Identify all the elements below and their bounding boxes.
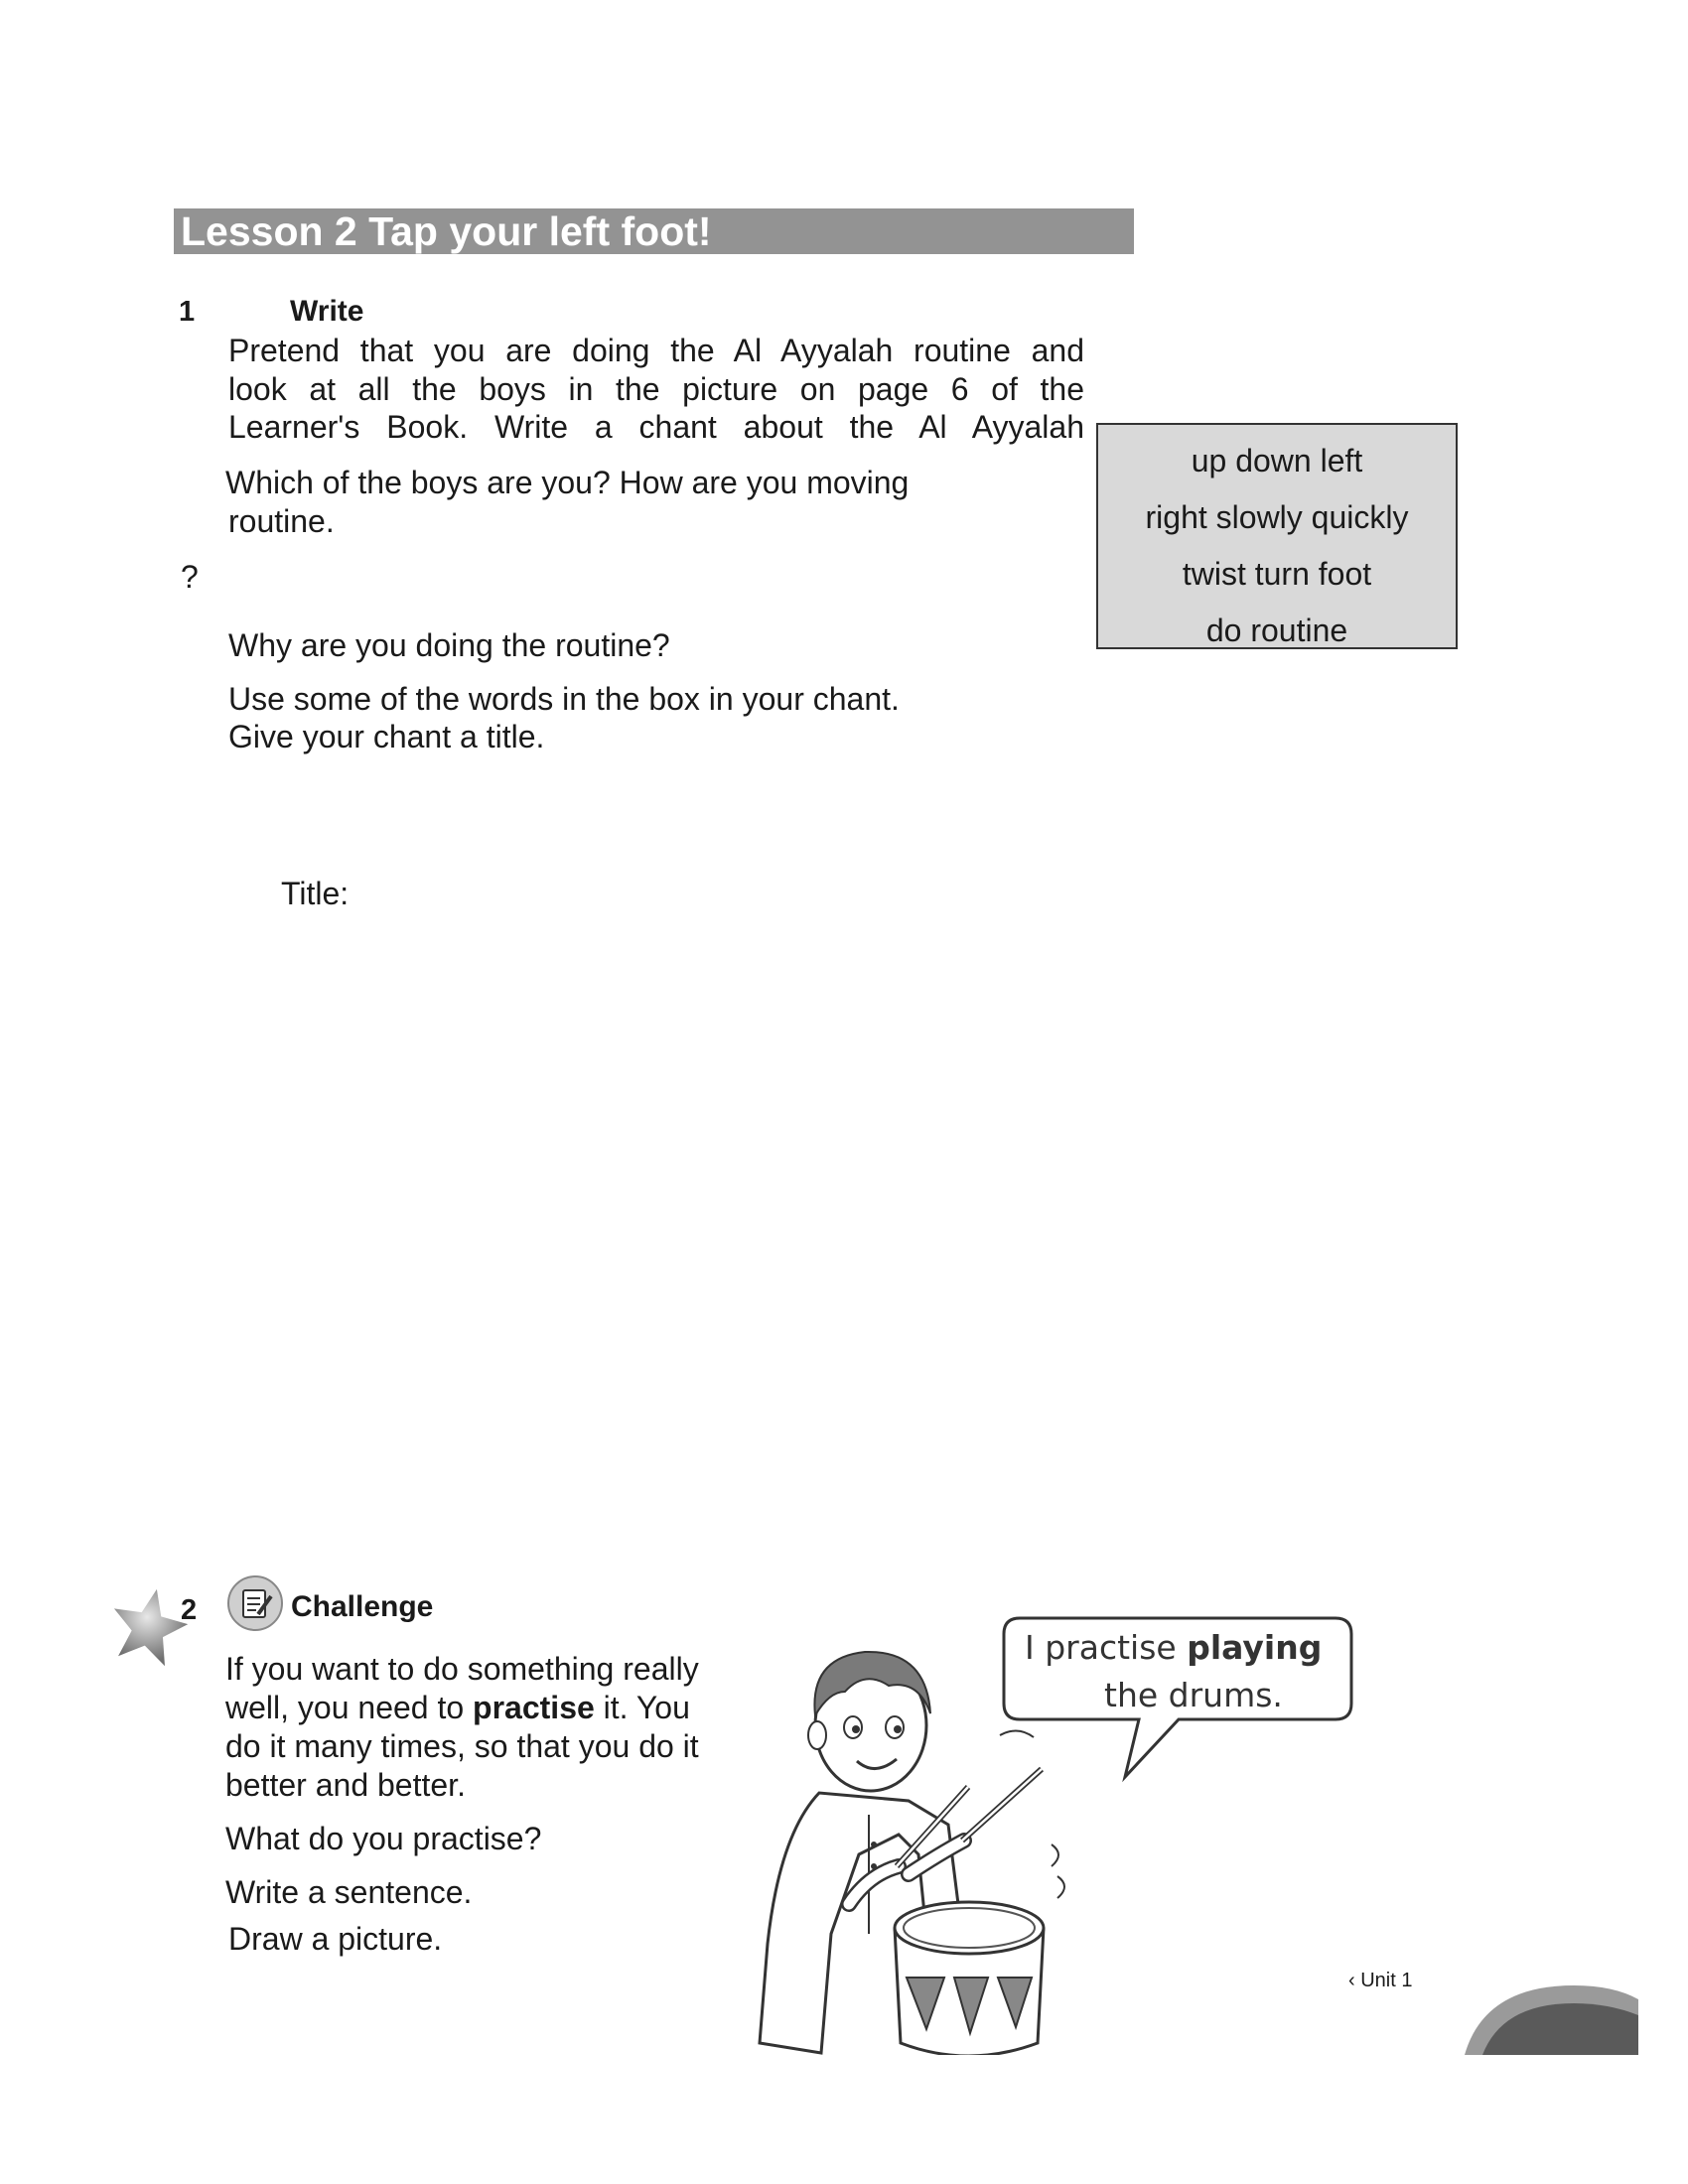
instruction-use-words: Use some of the words in the box in your chant. (228, 681, 900, 717)
word-box-line: right slowly quickly (1145, 499, 1409, 535)
challenge-text-line: do it many times, so that you do it (225, 1728, 699, 1764)
exercise-1-paragraph-line: Pretend that you are doing the Al Ayyalah routine and (228, 333, 1084, 368)
exercise-2-number: 2 (181, 1594, 198, 1626)
playing-bold: playing (1187, 1628, 1323, 1667)
notebook-pencil-icon (226, 1574, 284, 1632)
title-label: Title: (281, 876, 350, 911)
stray-question-mark: ? (181, 559, 199, 595)
page-corner-decoration (1465, 1981, 1638, 2055)
exercise-1-number: 1 (179, 296, 196, 328)
word-box-line: up down left (1191, 443, 1363, 478)
challenge-text-line: well, you need to practise it. You (225, 1690, 690, 1725)
speech-bubble-line-2: the drums. (1104, 1676, 1283, 1714)
instruction-write-sentence: Write a sentence. (225, 1874, 473, 1910)
instruction-give-title: Give your chant a title. (228, 719, 545, 754)
exercise-1-paragraph-line: Learner's Book. Write a chant about the Al Ayyalah (228, 409, 1084, 445)
question-why-routine: Why are you doing the routine? (228, 627, 670, 663)
exercise-1-heading: Write (290, 295, 364, 328)
exercise-2-heading: Challenge (291, 1590, 434, 1623)
unit-label: ‹ Unit 1 (1348, 1970, 1413, 1991)
challenge-text-line: If you want to do something really (225, 1651, 699, 1687)
instruction-draw-picture: Draw a picture. (228, 1921, 443, 1957)
challenge-text-line: better and better. (225, 1767, 466, 1803)
word-box (1096, 423, 1458, 649)
question-which-boy: Which of the boys are you? How are you moving (225, 465, 910, 500)
word-box-line: do routine (1205, 613, 1348, 648)
star-icon (109, 1586, 189, 1666)
boy-drumming-illustration (750, 1606, 1365, 2055)
speech-bubble-line-1: I practise playing (1025, 1628, 1323, 1667)
lesson-title: Lesson 2 Tap your left foot! (181, 208, 712, 254)
word-box-line: twist turn foot (1182, 556, 1372, 592)
exercise-1-paragraph-line: look at all the boys in the picture on page 6 of the (228, 371, 1084, 407)
question-which-boy-cont: routine. (228, 503, 335, 539)
practise-bold: practise (473, 1690, 595, 1725)
question-what-practise: What do you practise? (225, 1821, 542, 1856)
